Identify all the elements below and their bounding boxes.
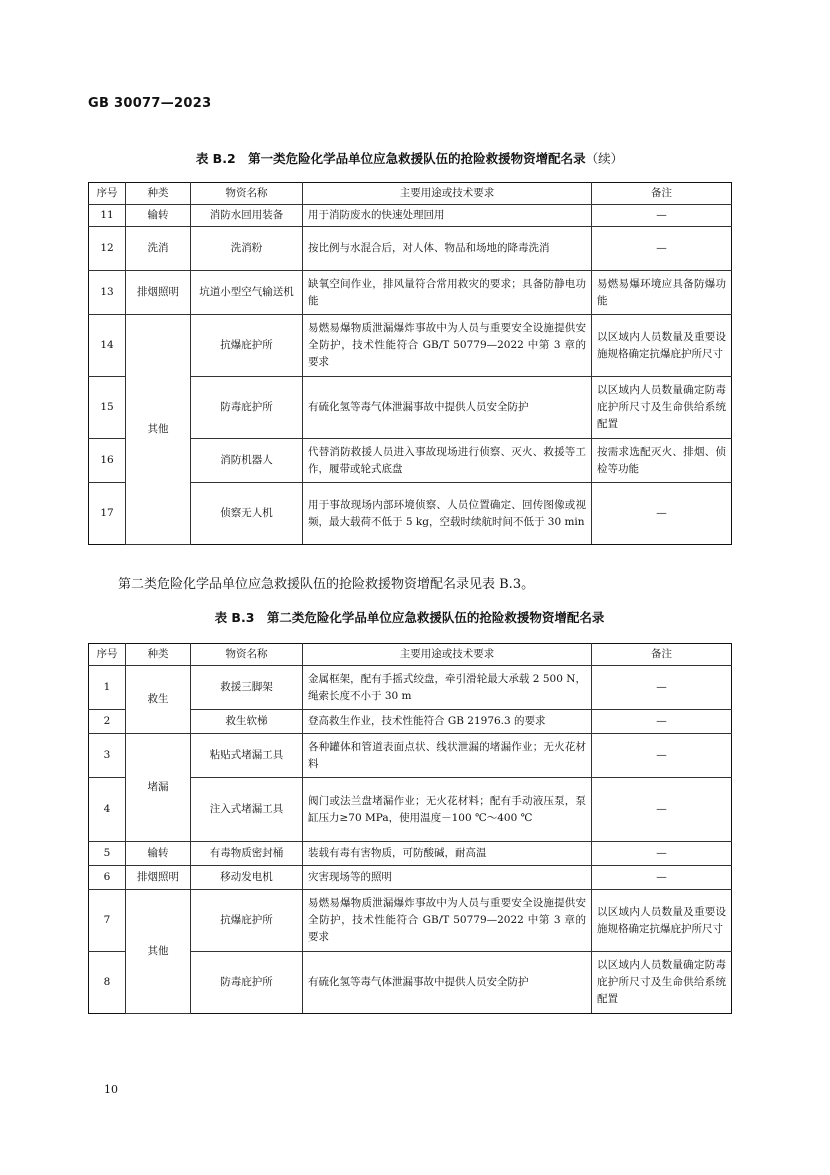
table-b3-caption: 表 B.3 第二类危险化学品单位应急救援队伍的抢险救援物资增配名录 xyxy=(214,610,605,625)
cell-usage: 用于事故现场内部环境侦察、人员位置确定、回传图像或视频，最大载荷不低于 5 kg，空载时续航时间不低于 30 min xyxy=(303,483,592,545)
cell-no: 8 xyxy=(89,952,126,1014)
cell-category: 排烟照明 xyxy=(126,271,191,315)
cell-no: 11 xyxy=(89,205,126,227)
cell-note: 按需求选配灭火、排烟、侦检等功能 xyxy=(592,439,732,483)
cell-category: 排烟照明 xyxy=(126,866,191,890)
cell-usage: 各种罐体和管道表面点状、线状泄漏的堵漏作业；无火花材料 xyxy=(303,734,592,778)
cell-note: — xyxy=(592,778,732,842)
cell-category: 堵漏 xyxy=(126,734,191,842)
col-header-note: 备注 xyxy=(592,644,732,666)
cell-no: 16 xyxy=(89,439,126,483)
cell-note: 以区域内人员数量及重要设施规格确定抗爆庇护所尺寸 xyxy=(592,315,732,377)
cell-no: 7 xyxy=(89,890,126,952)
cell-name: 防毒庇护所 xyxy=(191,377,303,439)
col-header-note: 备注 xyxy=(592,183,732,205)
cell-note: 以区域内人员数量确定防毒庇护所尺寸及生命供给系统配置 xyxy=(592,952,732,1014)
col-header-name: 物资名称 xyxy=(191,644,303,666)
cell-no: 14 xyxy=(89,315,126,377)
cell-no: 12 xyxy=(89,227,126,271)
cell-no: 4 xyxy=(89,778,126,842)
cell-name: 抗爆庇护所 xyxy=(191,890,303,952)
cell-no: 5 xyxy=(89,842,126,866)
cell-usage: 缺氧空间作业，排风量符合常用救灾的要求；具备防静电功能 xyxy=(303,271,592,315)
table-header-row xyxy=(89,644,732,666)
cell-note: — xyxy=(592,205,732,227)
cell-name: 防毒庇护所 xyxy=(191,952,303,1014)
cell-usage: 阀门或法兰盘堵漏作业；无火花材料；配有手动液压泵，泵缸压力≥70 MPa，使用温度－100 ℃～400 ℃ xyxy=(303,778,592,842)
cell-note: — xyxy=(592,483,732,545)
col-header-no: 序号 xyxy=(89,183,126,205)
table-b2-caption-suffix: （续） xyxy=(585,151,624,166)
table-b2-caption-text: 表 B.2 第一类危险化学品单位应急救援队伍的抢险救援物资增配名录 xyxy=(195,151,586,166)
cell-note: — xyxy=(592,666,732,710)
cell-no: 2 xyxy=(89,710,126,734)
cell-name: 粘贴式堵漏工具 xyxy=(191,734,303,778)
cell-note: 以区域内人员数量及重要设施规格确定抗爆庇护所尺寸 xyxy=(592,890,732,952)
table-header-row xyxy=(89,183,732,205)
table-row xyxy=(89,315,732,377)
standard-code: GB 30077—2023 xyxy=(88,96,212,111)
cell-usage: 用于消防废水的快速处理回用 xyxy=(303,205,592,227)
cell-name: 坑道小型空气输送机 xyxy=(191,271,303,315)
cell-name: 救援三脚架 xyxy=(191,666,303,710)
table-row xyxy=(89,842,732,866)
table-row xyxy=(89,271,732,315)
cell-note: — xyxy=(592,710,732,734)
cell-usage: 登高救生作业，技术性能符合 GB 21976.3 的要求 xyxy=(303,710,592,734)
table-row xyxy=(89,866,732,890)
cell-note: — xyxy=(592,227,732,271)
cell-usage: 灾害现场等的照明 xyxy=(303,866,592,890)
table-b2 xyxy=(88,182,732,545)
cell-name: 抗爆庇护所 xyxy=(191,315,303,377)
cell-category: 洗消 xyxy=(126,227,191,271)
col-header-category: 种类 xyxy=(126,183,191,205)
cell-note: — xyxy=(592,866,732,890)
table-row xyxy=(89,227,732,271)
cell-category: 其他 xyxy=(126,315,191,545)
col-header-category: 种类 xyxy=(126,644,191,666)
cell-category: 输转 xyxy=(126,205,191,227)
cell-usage: 有硫化氢等毒气体泄漏事故中提供人员安全防护 xyxy=(303,377,592,439)
cell-no: 6 xyxy=(89,866,126,890)
cell-name: 救生软梯 xyxy=(191,710,303,734)
cell-category: 输转 xyxy=(126,842,191,866)
cell-note: 易燃易爆环境应具备防爆功能 xyxy=(592,271,732,315)
cell-name: 移动发电机 xyxy=(191,866,303,890)
cell-usage: 按比例与水混合后，对人体、物品和场地的降毒洗消 xyxy=(303,227,592,271)
col-header-no: 序号 xyxy=(89,644,126,666)
cell-no: 15 xyxy=(89,377,126,439)
table-row xyxy=(89,205,732,227)
page-number: 10 xyxy=(104,1083,118,1096)
col-header-usage: 主要用途或技术要求 xyxy=(303,644,592,666)
cell-usage: 装载有毒有害物质，可防酸碱，耐高温 xyxy=(303,842,592,866)
cell-name: 注入式堵漏工具 xyxy=(191,778,303,842)
table-b3 xyxy=(88,643,732,1014)
cell-no: 3 xyxy=(89,734,126,778)
cell-no: 1 xyxy=(89,666,126,710)
cell-name: 侦察无人机 xyxy=(191,483,303,545)
cell-usage: 代替消防救援人员进入事故现场进行侦察、灭火、救援等工作，履带或轮式底盘 xyxy=(303,439,592,483)
cell-no: 13 xyxy=(89,271,126,315)
cell-no: 17 xyxy=(89,483,126,545)
cell-name: 有毒物质密封桶 xyxy=(191,842,303,866)
table-row xyxy=(89,734,732,778)
table-row xyxy=(89,666,732,710)
cell-name: 洗消粉 xyxy=(191,227,303,271)
cell-usage: 易燃易爆物质泄漏爆炸事故中为人员与重要安全设施提供安全防护，技术性能符合 GB/T 50779—2022 中第 3 章的要求 xyxy=(303,315,592,377)
col-header-usage: 主要用途或技术要求 xyxy=(303,183,592,205)
cell-note: — xyxy=(592,734,732,778)
table-b2-caption xyxy=(88,149,731,167)
cell-note: — xyxy=(592,842,732,866)
cell-note: 以区域内人员数量确定防毒庇护所尺寸及生命供给系统配置 xyxy=(592,377,732,439)
cell-category: 其他 xyxy=(126,890,191,1014)
table-row xyxy=(89,890,732,952)
col-header-name: 物资名称 xyxy=(191,183,303,205)
cell-usage: 金属框架，配有手摇式绞盘，牵引滑轮最大承载 2 500 N，绳索长度不小于 30 m xyxy=(303,666,592,710)
cell-category: 救生 xyxy=(126,666,191,734)
cell-usage: 易燃易爆物质泄漏爆炸事故中为人员与重要安全设施提供安全防护，技术性能符合 GB/T 50779—2022 中第 3 章的要求 xyxy=(303,890,592,952)
cell-name: 消防水回用装备 xyxy=(191,205,303,227)
cell-name: 消防机器人 xyxy=(191,439,303,483)
body-paragraph: 第二类危险化学品单位应急救援队伍的抢险救援物资增配名录见表 B.3。 xyxy=(118,577,535,592)
cell-usage: 有硫化氢等毒气体泄漏事故中提供人员安全防护 xyxy=(303,952,592,1014)
